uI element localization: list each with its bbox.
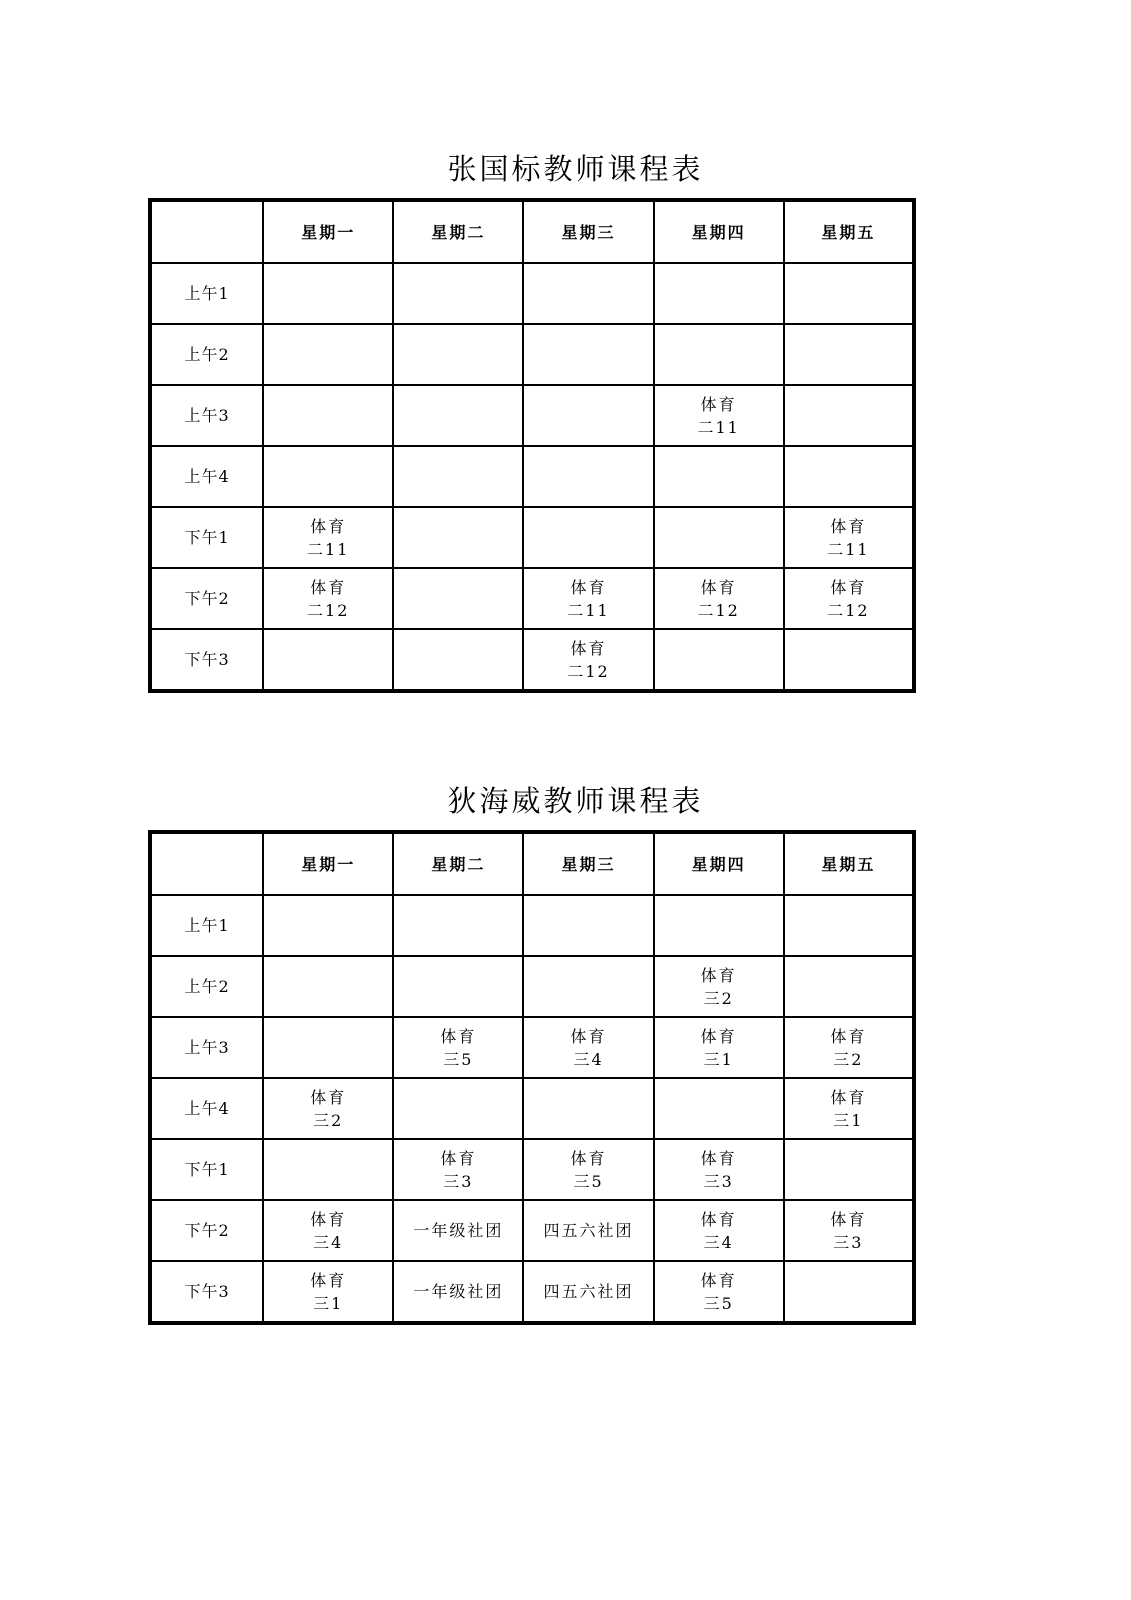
- table-row: [150, 446, 914, 507]
- day-header: 星期一: [263, 200, 393, 263]
- class-name: 三3: [443, 1171, 474, 1191]
- table-row: [150, 1139, 914, 1200]
- period-label: 上午2: [150, 324, 263, 385]
- schedule-cell: [263, 1078, 393, 1139]
- course-name: 体育: [310, 577, 347, 597]
- table-row: [150, 956, 914, 1017]
- schedule-cell: [263, 629, 393, 691]
- class-name: 三1: [313, 1293, 344, 1313]
- schedule-cell: [393, 324, 523, 385]
- class-name: 二12: [827, 600, 870, 620]
- schedule-cell: [523, 507, 653, 568]
- course-name: 体育: [310, 1270, 347, 1290]
- schedule-cell: [523, 895, 653, 956]
- schedule-zhang: [0, 146, 1131, 681]
- class-name: 二12: [697, 600, 740, 620]
- course-name: 四五六社团: [543, 1282, 634, 1301]
- schedule-cell: [654, 629, 784, 691]
- schedule-di: [0, 778, 1131, 1313]
- course-name: 体育: [570, 638, 607, 658]
- class-name: 二11: [697, 417, 740, 437]
- course-name: 体育: [700, 1270, 737, 1290]
- course-name: 体育: [310, 1087, 347, 1107]
- course-name: 一年级社团: [413, 1221, 504, 1240]
- corner-cell: [150, 200, 263, 263]
- schedule-cell: [654, 263, 784, 324]
- class-name: 三5: [703, 1293, 734, 1313]
- schedule-cell: [523, 385, 653, 446]
- course-name: 体育: [830, 1209, 867, 1229]
- schedule-cell: [654, 568, 784, 629]
- schedule-cell: [784, 956, 914, 1017]
- table-row: [150, 1078, 914, 1139]
- schedule-cell: [784, 324, 914, 385]
- course-name: 体育: [570, 1148, 607, 1168]
- table-row: [150, 1261, 914, 1323]
- period-label: 上午4: [150, 446, 263, 507]
- schedule-cell: [523, 1261, 653, 1323]
- table-row: [150, 507, 914, 568]
- schedule-cell: [784, 446, 914, 507]
- schedule-cell: [263, 1017, 393, 1078]
- schedule-cell: [393, 263, 523, 324]
- schedule-cell: [393, 629, 523, 691]
- period-label: 下午3: [150, 1261, 263, 1323]
- schedule-cell: [523, 1200, 653, 1261]
- course-name: 体育: [830, 1026, 867, 1046]
- schedule-title: 张国标教师课程表: [447, 152, 704, 186]
- course-name: 一年级社团: [413, 1282, 504, 1301]
- schedule-cell: [784, 1139, 914, 1200]
- schedule-cell: [784, 895, 914, 956]
- day-header: 星期五: [784, 832, 914, 895]
- day-header: 星期三: [523, 832, 653, 895]
- course-name: 四五六社团: [543, 1221, 634, 1240]
- course-name: 体育: [440, 1148, 477, 1168]
- day-header: 星期四: [654, 200, 784, 263]
- schedule-cell: [784, 568, 914, 629]
- course-name: 体育: [700, 1209, 737, 1229]
- period-label: 上午4: [150, 1078, 263, 1139]
- day-header: 星期五: [784, 200, 914, 263]
- schedule-cell: [654, 1078, 784, 1139]
- schedule-cell: [784, 385, 914, 446]
- schedule-cell: [263, 324, 393, 385]
- period-label: 上午1: [150, 895, 263, 956]
- schedule-cell: [263, 507, 393, 568]
- schedule-cell: [263, 446, 393, 507]
- schedule-cell: [654, 1200, 784, 1261]
- schedule-cell: [784, 507, 914, 568]
- class-name: 三5: [443, 1049, 474, 1069]
- period-label: 下午2: [150, 568, 263, 629]
- class-name: 二12: [307, 600, 350, 620]
- course-name: 体育: [310, 516, 347, 536]
- schedule-cell: [263, 956, 393, 1017]
- course-name: 体育: [700, 1026, 737, 1046]
- timetable: [148, 830, 916, 1325]
- course-name: 体育: [700, 394, 737, 414]
- table-row: [150, 1017, 914, 1078]
- schedule-cell: [393, 1261, 523, 1323]
- schedule-cell: [263, 895, 393, 956]
- class-name: 三4: [313, 1232, 344, 1252]
- day-header: 星期三: [523, 200, 653, 263]
- course-name: 体育: [440, 1026, 477, 1046]
- course-name: 体育: [700, 965, 737, 985]
- day-header: 星期四: [654, 832, 784, 895]
- schedule-cell: [523, 1139, 653, 1200]
- schedule-cell: [654, 324, 784, 385]
- schedule-cell: [523, 263, 653, 324]
- class-name: 三2: [833, 1049, 864, 1069]
- schedule-cell: [263, 1139, 393, 1200]
- class-name: 三2: [703, 988, 734, 1008]
- class-name: 三5: [573, 1171, 604, 1191]
- class-name: 二12: [567, 661, 610, 681]
- timetable: [148, 198, 916, 693]
- schedule-cell: [393, 385, 523, 446]
- schedule-cell: [654, 1261, 784, 1323]
- table-row: [150, 895, 914, 956]
- schedule-cell: [393, 1078, 523, 1139]
- schedule-cell: [263, 568, 393, 629]
- course-name: 体育: [570, 577, 607, 597]
- schedule-cell: [654, 446, 784, 507]
- schedule-title: 狄海威教师课程表: [447, 784, 704, 818]
- period-label: 下午3: [150, 629, 263, 691]
- course-name: 体育: [570, 1026, 607, 1046]
- course-name: 体育: [700, 1148, 737, 1168]
- period-label: 上午2: [150, 956, 263, 1017]
- class-name: 三1: [703, 1049, 734, 1069]
- day-header: 星期二: [393, 832, 523, 895]
- header-row: [150, 832, 914, 895]
- period-label: 下午1: [150, 1139, 263, 1200]
- period-label: 下午2: [150, 1200, 263, 1261]
- table-row: [150, 629, 914, 691]
- class-name: 三2: [313, 1110, 344, 1130]
- table-row: [150, 1200, 914, 1261]
- course-name: 体育: [830, 1087, 867, 1107]
- class-name: 三3: [833, 1232, 864, 1252]
- period-label: 上午1: [150, 263, 263, 324]
- course-name: 体育: [830, 516, 867, 536]
- day-header: 星期一: [263, 832, 393, 895]
- schedule-cell: [784, 629, 914, 691]
- class-name: 三4: [573, 1049, 604, 1069]
- schedule-cell: [784, 263, 914, 324]
- schedule-cell: [393, 446, 523, 507]
- schedule-cell: [263, 1261, 393, 1323]
- schedule-cell: [263, 263, 393, 324]
- period-label: 上午3: [150, 385, 263, 446]
- schedule-cell: [523, 568, 653, 629]
- schedule-cell: [523, 1078, 653, 1139]
- class-name: 二11: [567, 600, 610, 620]
- course-name: 体育: [310, 1209, 347, 1229]
- schedule-cell: [263, 1200, 393, 1261]
- schedule-cell: [654, 1017, 784, 1078]
- schedule-cell: [784, 1200, 914, 1261]
- table-row: [150, 324, 914, 385]
- schedule-cell: [393, 1200, 523, 1261]
- schedule-cell: [523, 629, 653, 691]
- course-name: 体育: [700, 577, 737, 597]
- class-name: 二11: [307, 539, 350, 559]
- period-label: 上午3: [150, 1017, 263, 1078]
- schedule-cell: [654, 1139, 784, 1200]
- schedule-cell: [523, 956, 653, 1017]
- schedule-cell: [523, 1017, 653, 1078]
- class-name: 三3: [703, 1171, 734, 1191]
- period-label: 下午1: [150, 507, 263, 568]
- schedule-cell: [393, 1139, 523, 1200]
- table-row: [150, 263, 914, 324]
- schedule-cell: [654, 895, 784, 956]
- schedule-cell: [654, 385, 784, 446]
- schedule-cell: [393, 1017, 523, 1078]
- schedule-cell: [523, 324, 653, 385]
- schedule-cell: [393, 507, 523, 568]
- schedule-cell: [784, 1261, 914, 1323]
- schedule-cell: [523, 446, 653, 507]
- class-name: 三1: [833, 1110, 864, 1130]
- course-name: 体育: [830, 577, 867, 597]
- schedule-cell: [263, 385, 393, 446]
- table-row: [150, 385, 914, 446]
- schedule-cell: [654, 956, 784, 1017]
- class-name: 三4: [703, 1232, 734, 1252]
- schedule-cell: [784, 1017, 914, 1078]
- schedule-cell: [393, 568, 523, 629]
- table-row: [150, 568, 914, 629]
- class-name: 二11: [827, 539, 870, 559]
- schedule-cell: [393, 956, 523, 1017]
- schedule-cell: [393, 895, 523, 956]
- corner-cell: [150, 832, 263, 895]
- schedule-cell: [784, 1078, 914, 1139]
- header-row: [150, 200, 914, 263]
- schedule-cell: [654, 507, 784, 568]
- day-header: 星期二: [393, 200, 523, 263]
